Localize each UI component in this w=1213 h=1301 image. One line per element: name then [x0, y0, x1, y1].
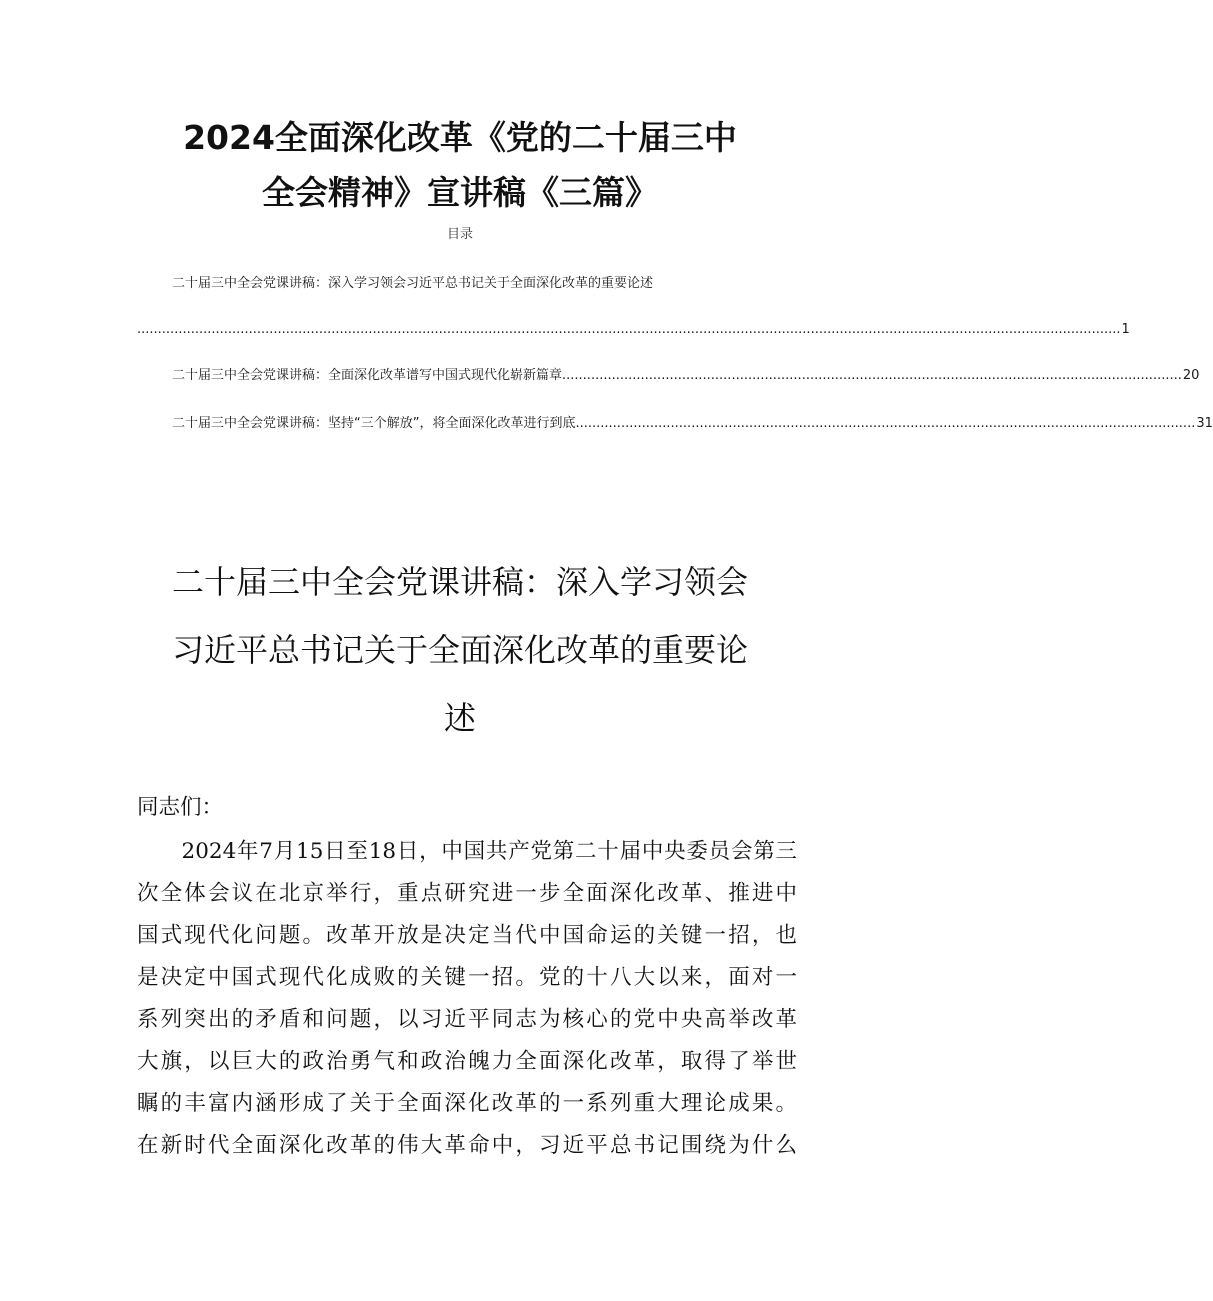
section-title-line-1: 二十届三中全会党课讲稿：深入学习领会: [171, 563, 748, 601]
paragraph-line: 国式现代化问题。改革开放是决定当代中国命运的关键一招，也: [137, 923, 797, 948]
toc-entry-2[interactable]: [172, 366, 1200, 386]
toc-leader-dots: ......................................................................................................................................................: [575, 416, 1196, 431]
paragraph-line: 次全体会议在北京举行，重点研究进一步全面深化改革、推进中: [137, 881, 797, 906]
paragraph-line: 瞩的丰富内涵形成了关于全面深化改革的一系列重大理论成果。: [137, 1091, 797, 1116]
document-title-line-1: 2024全面深化改革《党的二十届三中: [183, 118, 737, 157]
section-title-line-2: 习近平总书记关于全面深化改革的重要论: [171, 631, 748, 669]
salutation: 同志们：: [137, 795, 224, 820]
toc-leader-dots: ......................................................................................................................................................: [562, 368, 1182, 383]
paragraph-line: 大旗，以巨大的政治勇气和政治魄力全面深化改革，取得了举世: [137, 1049, 797, 1074]
paragraph-line: 在新时代全面深化改革的伟大革命中，习近平总书记围绕为什么: [137, 1133, 797, 1158]
toc-entry-3-text: 二十届三中全会党课讲稿：坚持“三个解放”，将全面深化改革进行到底: [172, 416, 576, 431]
toc-entry-3-page: 31: [1196, 416, 1213, 431]
section-title-line-3: 述: [443, 699, 476, 737]
toc-leader-dots: ..............................................................................................................................................................................................................................................: [137, 322, 1121, 337]
toc-entry-3[interactable]: [172, 414, 1213, 434]
paragraph-line: 是决定中国式现代化成败的关键一招。党的十八大以来，面对一: [137, 965, 797, 990]
paragraph-line: 系列突出的矛盾和问题，以习近平同志为核心的党中央高举改革: [137, 1007, 797, 1032]
toc-entry-1-leader[interactable]: [137, 320, 1130, 340]
toc-entry-1-page: 1: [1121, 322, 1130, 337]
document-title-line-2: 全会精神》宣讲稿《三篇》: [262, 173, 658, 212]
toc-entry-2-page: 20: [1182, 368, 1200, 383]
toc-entry-1-text[interactable]: 二十届三中全会党课讲稿：深入学习领会习近平总书记关于全面深化改革的重要论述: [172, 276, 654, 291]
toc-heading: 目录: [446, 227, 473, 242]
paragraph-line: 2024年7月15日至18日，中国共产党第二十届中央委员会第三: [137, 839, 797, 864]
toc-entry-2-text: 二十届三中全会党课讲稿：全面深化改革谱写中国式现代化崭新篇章: [172, 368, 563, 383]
